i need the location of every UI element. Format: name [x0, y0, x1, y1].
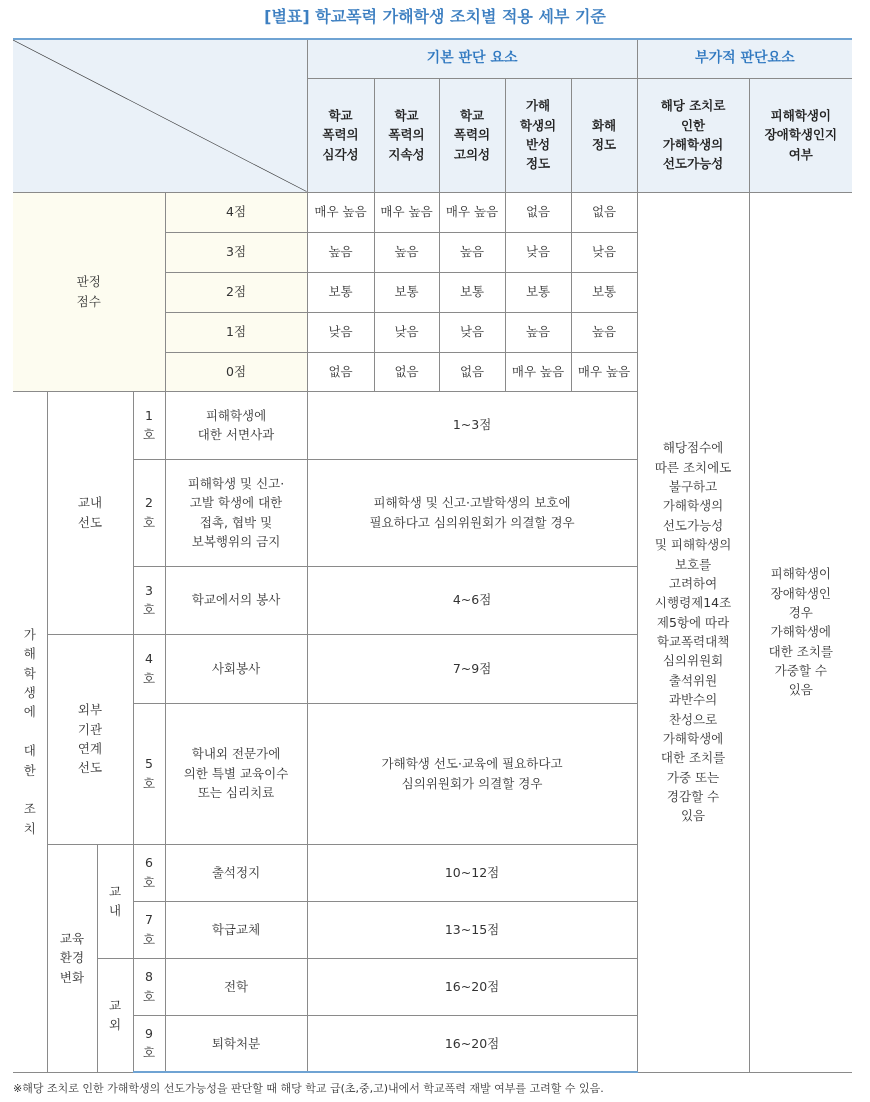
column-header: 해당 조치로 인한 가해학생의 선도가능성	[637, 78, 749, 192]
measure-number: 2 호	[133, 459, 165, 566]
category-environment: 교육 환경 변화	[47, 844, 97, 1072]
diagonal-corner-cell	[13, 39, 307, 192]
basic-factors-header: 기본 판단 요소	[307, 39, 637, 78]
measure-name: 학급교체	[165, 901, 307, 958]
score-cell: 매우 높음	[307, 192, 374, 232]
measure-criteria: 4~6점	[307, 566, 637, 634]
score-cell: 보통	[571, 272, 637, 312]
measure-criteria: 16~20점	[307, 1015, 637, 1072]
measure-number: 9 호	[133, 1015, 165, 1072]
measure-name: 사회봉사	[165, 634, 307, 703]
measure-number: 3 호	[133, 566, 165, 634]
score-cell: 매우 높음	[505, 352, 571, 391]
score-cell: 낮음	[439, 312, 505, 352]
diagonal-line	[13, 40, 307, 192]
column-header: 학교 폭력의 고의성	[439, 78, 505, 192]
score-cell: 보통	[439, 272, 505, 312]
measure-name: 피해학생 및 신고· 고발 학생에 대한 접촉, 협박 및 보복행위의 금지	[165, 459, 307, 566]
measure-number: 5 호	[133, 703, 165, 844]
score-cell: 없음	[307, 352, 374, 391]
score-cell: 높음	[505, 312, 571, 352]
additional-factors-header: 부가적 판단요소	[637, 39, 852, 78]
score-cell: 낮음	[374, 312, 439, 352]
score-cell: 없음	[571, 192, 637, 232]
score-cell: 보통	[505, 272, 571, 312]
measure-criteria: 피해학생 및 신고·고발학생의 보호에 필요하다고 심의위원회가 의결할 경우	[307, 459, 637, 566]
score-cell: 없음	[374, 352, 439, 391]
score-cell: 매우 높음	[374, 192, 439, 232]
measure-name: 학내외 전문가에 의한 특별 교육이수 또는 심리치료	[165, 703, 307, 844]
measure-name: 학교에서의 봉사	[165, 566, 307, 634]
column-header: 화해 정도	[571, 78, 637, 192]
measure-number: 6 호	[133, 844, 165, 901]
table-title: [별표] 학교폭력 가해학생 조치별 적용 세부 기준	[264, 7, 606, 26]
score-cell: 낮음	[571, 232, 637, 272]
score-value: 0점	[165, 352, 307, 391]
category-external: 외부 기관 연계 선도	[47, 634, 133, 844]
score-value: 2점	[165, 272, 307, 312]
score-cell: 높음	[439, 232, 505, 272]
column-header: 학교 폭력의 지속성	[374, 78, 439, 192]
guidance-note: 해당점수에 따른 조치에도 불구하고 가해학생의 선도가능성 및 피해학생의 보호를 고려하여 시행령제14조 제5항에 따라 학교폭력대책 심의위원회 출석위원 과반수의 찬성으로 가해학생에 대한 조치를 가중 또는 경감할 수 있음	[637, 192, 749, 1072]
score-cell: 높음	[307, 232, 374, 272]
measure-criteria: 16~20점	[307, 958, 637, 1015]
score-cell: 낮음	[505, 232, 571, 272]
measure-criteria: 가해학생 선도·교육에 필요하다고 심의위원회가 의결할 경우	[307, 703, 637, 844]
measure-number: 4 호	[133, 634, 165, 703]
measure-criteria: 1~3점	[307, 391, 637, 459]
footnote: ※해당 조치로 인한 가해학생의 선도가능성을 판단할 때 해당 학교 급(초,중,고)내에서 학교폭력 재발 여부를 고려할 수 있음.	[13, 1082, 604, 1095]
subcategory-inside: 교 내	[97, 844, 133, 958]
column-header: 피해학생이 장애학생인지 여부	[749, 78, 852, 192]
score-cell: 보통	[374, 272, 439, 312]
subcategory-outside: 교 외	[97, 958, 133, 1072]
category-in-school: 교내 선도	[47, 391, 133, 634]
score-label: 판정 점수	[13, 192, 165, 391]
measures-group-label: 가 해 학 생 에 대 한 조 치	[13, 391, 47, 1072]
column-header: 가해 학생의 반성 정도	[505, 78, 571, 192]
score-cell: 매우 높음	[571, 352, 637, 391]
measure-number: 7 호	[133, 901, 165, 958]
score-value: 3점	[165, 232, 307, 272]
score-cell: 없음	[439, 352, 505, 391]
score-cell: 높음	[374, 232, 439, 272]
measure-name: 출석정지	[165, 844, 307, 901]
score-cell: 낮음	[307, 312, 374, 352]
column-header: 학교 폭력의 심각성	[307, 78, 374, 192]
measure-name: 피해학생에 대한 서면사과	[165, 391, 307, 459]
table-row	[13, 192, 852, 232]
measure-name: 전학	[165, 958, 307, 1015]
score-value: 1점	[165, 312, 307, 352]
criteria-table	[13, 38, 852, 1073]
measure-criteria: 13~15점	[307, 901, 637, 958]
score-cell: 매우 높음	[439, 192, 505, 232]
measure-name: 퇴학처분	[165, 1015, 307, 1072]
measure-criteria: 10~12점	[307, 844, 637, 901]
measure-criteria: 7~9점	[307, 634, 637, 703]
score-value: 4점	[165, 192, 307, 232]
measure-number: 1 호	[133, 391, 165, 459]
disabled-student-note: 피해학생이 장애학생인 경우 가해학생에 대한 조치를 가중할 수 있음	[749, 192, 852, 1072]
score-cell: 높음	[571, 312, 637, 352]
score-cell: 없음	[505, 192, 571, 232]
measure-number: 8 호	[133, 958, 165, 1015]
score-cell: 보통	[307, 272, 374, 312]
